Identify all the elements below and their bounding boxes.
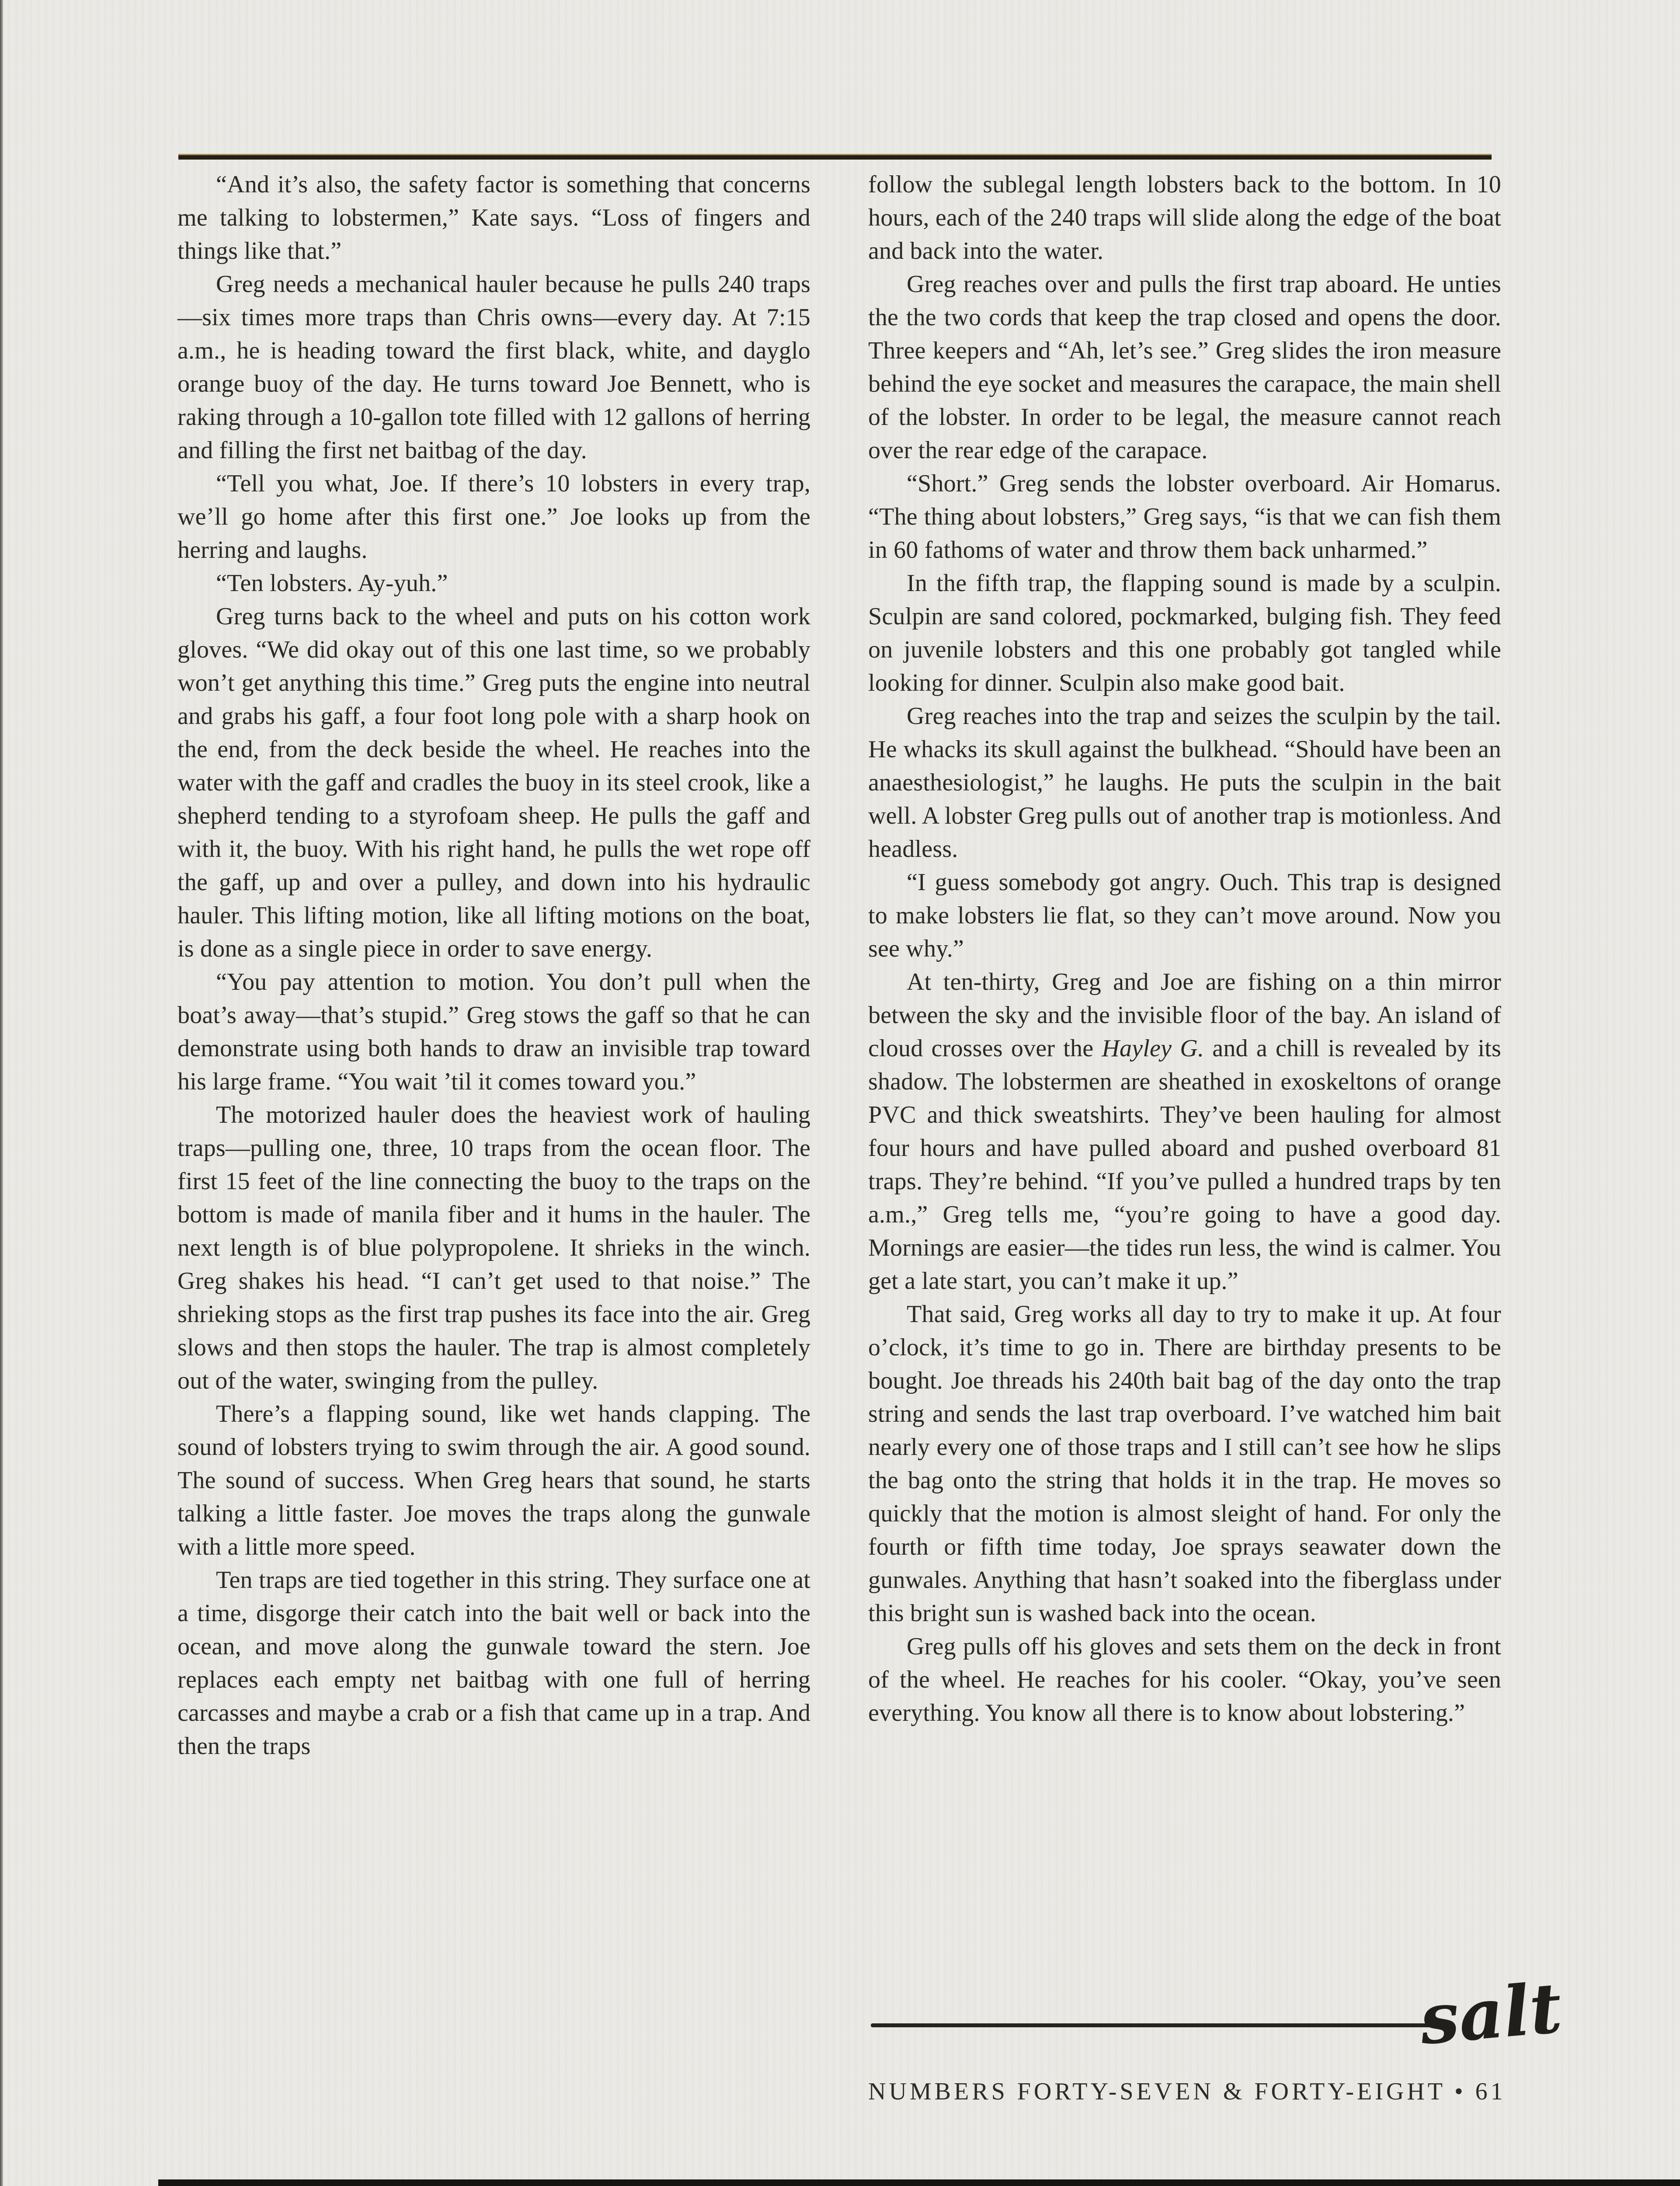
paragraph: “Tell you what, Joe. If there’s 10 lobsters in every trap, we’ll go home after this first one.” Joe looks up from the herring and laughs. [177,470,810,564]
paragraph: “I guess somebody got angry. Ouch. This trap is designed to make lobsters lie flat, so they can’t move around. Now you see why.” [868,869,1501,962]
paragraph: Greg needs a mechanical hauler because he pulls 240 traps—six times more traps than Chris owns—every day. At 7:15 a.m., he is heading toward the first black, white, and dayglo orange buoy of the day. He turns toward Joe Bennett, who is raking through a 10-gallon tote filled with 12 gallons of herring and filling the first net baitbag of the day. [177,271,810,464]
paragraph: At ten-thirty, Greg and Joe are fishing on a thin mirror between the sky and the invisible floor of the bay. An island of cloud crosses over the Hayley G. and a chill is revealed by its shadow. The lobstermen are sheathed in exoskeltons of orange PVC and thick sweatshirts. They’ve been hauling for almost four hours and have pulled aboard and pushed overboard 81 traps. They’re behind. “If you’ve pulled a hundred traps by ten a.m.,” Greg tells me, “you’re going to have a good day. Mornings are easier—the tides run less, the wind is calmer. You get a late start, you can’t make it up.” [868,968,1502,1295]
text-column-left [177,168,810,1763]
paragraph: Ten traps are tied together in this string. They surface one at a time, disgorge their catch into the bait well or back into the ocean, and move along the gunwale toward the stern. Joe replaces each empty net baitbag with one full of herring carcasses and maybe a crab or a fish that came up in a trap. And then the traps [177,1566,810,1760]
paragraph: Greg reaches over and pulls the first trap aboard. He unties the the two cords that keep the trap closed and opens the door. Three keepers and “Ah, let’s see.” Greg slides the iron measure behind the eye socket and measures the carapace, the main shell of the lobster. In order to be legal, the measure cannot reach over the rear edge of the carapace. [868,271,1501,464]
top-divider-rule [178,154,1492,160]
paragraph: “And it’s also, the safety factor is something that concerns me talking to lobstermen,” Kate says. “Loss of fingers and things like that.” [177,171,810,265]
paragraph: Greg pulls off his gloves and sets them on the deck in front of the wheel. He reaches for his cooler. “Okay, you’ve seen everything. You know all there is to know about lobstering.” [868,1633,1501,1727]
paragraph: In the fifth trap, the flapping sound is made by a sculpin. Sculpin are sand colored, pockmarked, bulging fish. They feed on juvenile lobsters and this one probably got tangled while looking for dinner. Sculpin also make good bait. [868,570,1501,696]
paragraph: “You pay attention to motion. You don’t pull when the boat’s away—that’s stupid.” Greg stows the gaff so that he can demonstrate using both hands to draw an invisible trap toward his large frame. “You wait ’til it comes toward you.” [177,968,810,1095]
page-scan-left-edge [0,0,3,2186]
paragraph: There’s a flapping sound, like wet hands clapping. The sound of lobsters trying to swim through the air. A good sound. The sound of success. When Greg hears that sound, he starts talking a little faster. Joe moves the traps along the gunwale with a little more speed. [177,1400,810,1560]
paragraph: “Short.” Greg sends the lobster overboard. Air Homarus. “The thing about lobsters,” Greg says, “is that we can fish them in 60 fathoms of water and throw them back unharmed.” [868,470,1501,564]
page-scan-bottom-edge [158,2179,1680,2186]
paragraph: The motorized hauler does the heaviest work of hauling traps—pulling one, three, 10 traps from the ocean floor. The first 15 feet of the line connecting the buoy to the traps on the bottom is made of manila fiber and it hums in the hauler. The next length is of blue polypropolene. It shrieks in the winch. Greg shakes his head. “I can’t get used to that noise.” The shrieking stops as the first trap pushes its face into the air. Greg slows and then stops the hauler. The trap is almost completely out of the water, swinging from the pulley. [177,1101,810,1394]
paragraph: Greg reaches into the trap and seizes the sculpin by the tail. He whacks its skull against the bulkhead. “Should have been an anaesthesiologist,” he laughs. He puts the sculpin in the bait well. A lobster Greg pulls out of another trap is motionless. And headless. [868,703,1501,863]
folio-footer: NUMBERS FORTY-SEVEN & FORTY-EIGHT • 61 [868,2078,1506,2105]
paragraph: follow the sublegal length lobsters back to the bottom. In 10 hours, each of the 240 traps will slide along the edge of the boat and back into the water. [868,171,1501,265]
salt-signature: salt [1416,1967,1565,2061]
text-column-right [868,168,1501,1730]
closing-rule [871,2023,1436,2027]
paragraph: “Ten lobsters. Ay-yuh.” [216,570,448,597]
paragraph: That said, Greg works all day to try to make it up. At four o’clock, it’s time to go in. There are birthday presents to be bought. Joe threads his 240th bait bag of the day onto the trap string and sends the last trap overboard. I’ve watched him bait nearly every one of those traps and I still can’t see how he slips the bag onto the string that holds it in the trap. He moves so quickly that the motion is almost sleight of hand. For only the fourth or fifth time today, Joe sprays seawater down the gunwales. Anything that hasn’t soaked into the fiberglass under this bright sun is washed back into the ocean. [868,1301,1501,1627]
paragraph: Greg turns back to the wheel and puts on his cotton work gloves. “We did okay out of this one last time, so we probably won’t get anything this time.” Greg puts the engine into neutral and grabs his gaff, a four foot long pole with a sharp hook on the end, from the deck beside the wheel. He reaches into the water with the gaff and cradles the buoy in its steel crook, like a shepherd tending to a styrofoam sheep. He pulls the gaff and with it, the buoy. With his right hand, he pulls the wet rope off the gaff, up and over a pulley, and down into his hydraulic hauler. This lifting motion, like all lifting motions on the boat, is done as a single piece in order to save energy. [177,603,810,962]
